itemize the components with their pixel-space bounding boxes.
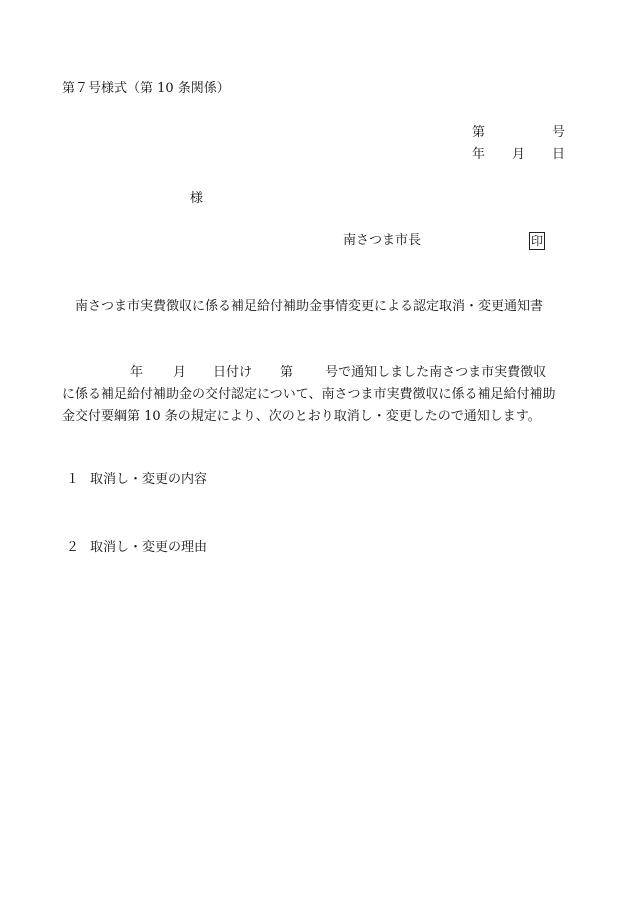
sender-title: 南さつま市長 bbox=[343, 233, 422, 248]
seal-mark: 印 bbox=[531, 234, 544, 248]
date-day-label: 日 bbox=[552, 147, 566, 162]
section-number: ２ bbox=[66, 540, 80, 555]
section-item-contents bbox=[66, 472, 207, 488]
body-line-1-rest: 号で通知しました南さつま市実費徴収 bbox=[325, 365, 547, 380]
date-year-label: 年 bbox=[472, 147, 486, 162]
section-label: 取消し・変更の理由 bbox=[90, 540, 208, 555]
body-line-2: に係る補足給付補助金の交付認定について、南さつま市実費徴収に係る補足給付補助 bbox=[62, 387, 556, 402]
body-line-3: 金交付要綱第 10 条の規定により、次のとおり取消し・変更したので通知します。 bbox=[62, 409, 541, 424]
addressee-honorific: 様 bbox=[190, 191, 204, 206]
date-month-label: 月 bbox=[512, 147, 526, 162]
body-month: 月 bbox=[173, 365, 187, 380]
body-line-1 bbox=[62, 362, 552, 384]
document-title: 南さつま市実費徴収に係る補足給付補助金事情変更による認定取消・変更通知書 bbox=[75, 299, 544, 314]
body-dated: 日付け bbox=[213, 365, 253, 380]
document-number-prefix: 第 bbox=[472, 125, 486, 140]
section-item-reason bbox=[66, 540, 207, 556]
section-number: １ bbox=[66, 472, 80, 487]
document-number-suffix: 号 bbox=[552, 125, 566, 140]
body-year: 年 bbox=[130, 365, 144, 380]
section-label: 取消し・変更の内容 bbox=[90, 472, 208, 487]
body-paragraph bbox=[62, 362, 556, 428]
form-number: 第７号様式（第 10 条関係） bbox=[62, 81, 230, 96]
body-dai: 第 bbox=[280, 365, 294, 380]
